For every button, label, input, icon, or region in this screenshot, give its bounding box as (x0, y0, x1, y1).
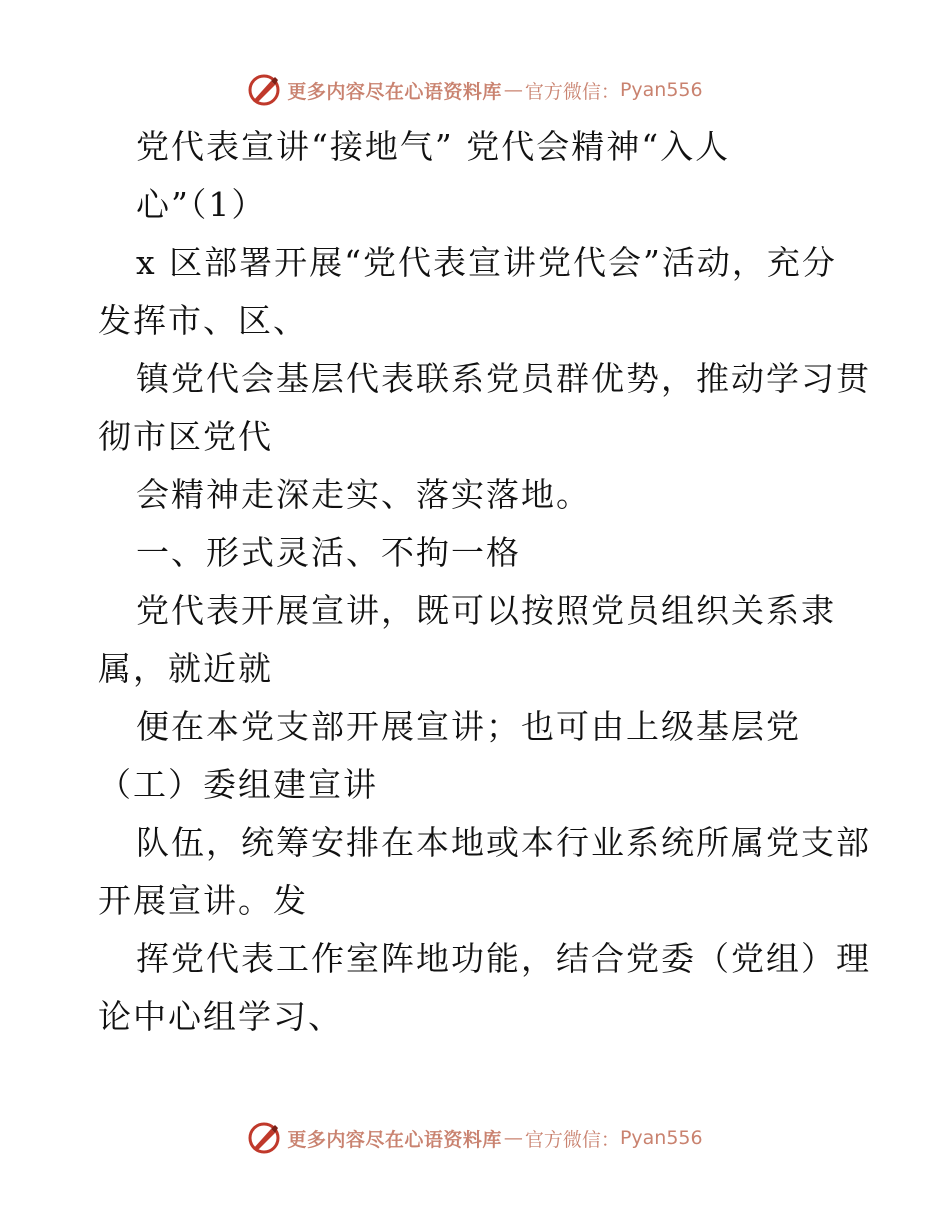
doc-line: 党代表开展宣讲，既可以按照党员组织关系隶 (136, 591, 836, 630)
doc-line: 会精神走深走实、落实落地。 (136, 475, 591, 514)
header-banner (0, 70, 950, 110)
doc-line: 一、形式灵活、不拘一格 (136, 533, 521, 572)
doc-line: x 区部署开展“党代表宣讲党代会”活动，充分 (136, 243, 837, 282)
banner-wechat-label: 官方微信： (524, 1128, 620, 1151)
doc-line: 论中心组学习、 (98, 997, 343, 1036)
banner-separator: — (503, 1127, 523, 1149)
doc-line: 镇党代会基层代表联系党员群优势，推动学习贯 (136, 359, 871, 398)
banner-site-text: 更多内容尽在心语资料库 (287, 80, 502, 103)
doc-line: 队伍，统筹安排在本地或本行业系统所属党支部 (136, 823, 871, 862)
doc-line: 党代表宣讲“接地气” 党代会精神“入人 (136, 127, 731, 166)
doc-line: （工）委组建宣讲 (98, 765, 378, 804)
doc-line: 便在本党支部开展宣讲；也可由上级基层党 (136, 707, 801, 746)
pen-logo-icon (247, 1121, 281, 1155)
document-body (98, 118, 871, 1046)
doc-line: 开展宣讲。发 (98, 881, 308, 920)
doc-line: 发挥市、区、 (98, 301, 308, 340)
doc-line: 挥党代表工作室阵地功能，结合党委（党组）理 (136, 939, 871, 978)
footer-banner (0, 1118, 950, 1158)
doc-line: 彻市区党代 (98, 417, 273, 456)
banner-wechat-label: 官方微信： (524, 80, 620, 103)
banner-separator: — (503, 79, 523, 101)
banner-wechat-id: Pyan556 (619, 1127, 703, 1149)
doc-line: 心”（1） (136, 185, 267, 224)
pen-logo-icon (247, 73, 281, 107)
banner-wechat-id: Pyan556 (619, 79, 703, 101)
doc-line: 属，就近就 (98, 649, 273, 688)
banner-site-text: 更多内容尽在心语资料库 (287, 1128, 502, 1151)
